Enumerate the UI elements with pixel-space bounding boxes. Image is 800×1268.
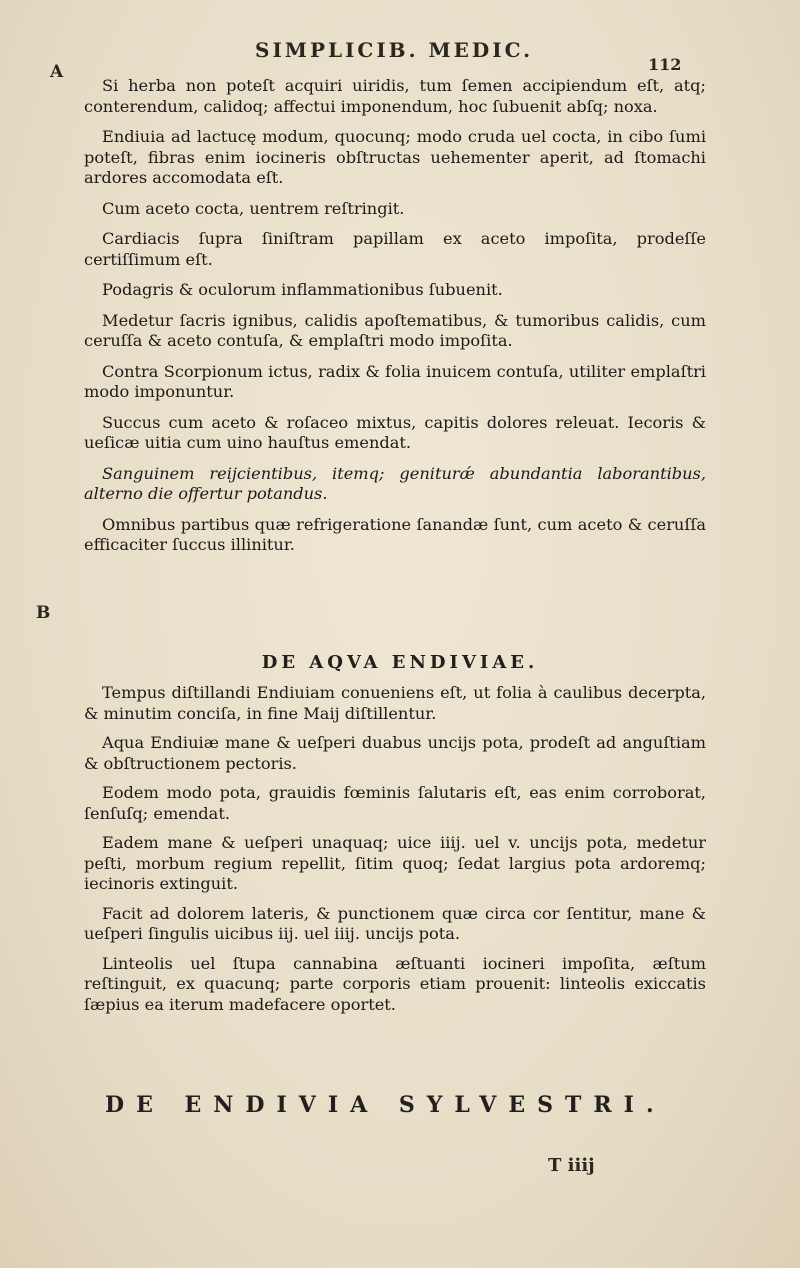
paragraph: Podagris & oculorum inflammationibus ſubuenit. — [102, 280, 503, 299]
running-header: SIMPLICIB. MEDIC. — [255, 38, 534, 62]
paragraph: Contra Scorpionum ictus, radix & folia inuicem contuſa, utiliter emplaſtri modo imponuntur. — [84, 361, 706, 401]
paragraph: Tempus diſtillandi Endiuiam conueniens eſt, ut folia à caulibus decerpta, & minutim conciſa, in fine Maij diſtillentur. — [84, 683, 706, 723]
paragraph: Facit ad dolorem lateris, & punctionem quæ circa cor ſentitur, mane & ueſperi ſingulis uicibus iij. uel iiij. uncijs pota. — [84, 903, 706, 943]
paragraph: Linteolis uel ſtupa cannabina æſtuanti iocineri impoſita, æſtum reſtinguit, ex quacunq; parte corporis etiam prouenit: linteolis exiccatis ſæpius ea iterum madefacere oportet. — [84, 953, 706, 1014]
paragraph: Si herba non poteſt acquiri uiridis, tum ſemen accipiendum eſt, atq; conterendum, calidoq; affectui imponendum, hoc ſubuenit abſq; noxa. — [84, 76, 706, 116]
signature-mark: T iiij — [548, 1155, 595, 1176]
paragraph: Cardiacis ſupra ſiniſtram papillam ex aceto impoſita, prodeſſe certiſſimum eſt. — [84, 229, 706, 269]
page-number: 112 — [648, 55, 682, 74]
section-heading: DE AQVA ENDIVIAE. — [261, 652, 539, 673]
paragraph: Omnibus partibus quæ refrigeratione ſanandæ ſunt, cum aceto & ceruſſa efficaciter ſuccus illinitur. — [84, 514, 706, 554]
paragraph: Medetur ſacris ignibus, calidis apoſtematibus, & tumoribus calidis, cum ceruſſa & aceto contuſa, & emplaſtri modo impoſita. — [84, 310, 706, 350]
paragraph: Succus cum aceto & roſaceo mixtus, capitis dolores releuat. Iecoris & ueſicæ uitia cum uino hauſtus emendat. — [84, 412, 706, 452]
paragraph: Aqua Endiuiæ mane & ueſperi duabus uncijs pota, prodeſt ad anguſtiam & obſtructionem pectoris. — [84, 733, 706, 773]
paragraph: Eadem mane & ueſperi unaquaq; uice iiij. uel v. uncijs pota, medetur peſti, morbum regium repellit, ſitim quoq; ſedat largius pota ardoremq; iecinoris extinguit. — [84, 833, 706, 893]
section-body-1 — [84, 76, 706, 566]
paragraph: Sanguinem reijcientibus, itemq; geniturǽ abundantia laborantibus, alterno die offertur potandus. — [84, 463, 706, 503]
margin-letter-a: A — [50, 62, 64, 82]
paragraph: Endiuia ad lactucę modum, quocunq; modo cruda uel cocta, in cibo ſumi poteſt, fibras enim iocineris obſtructas uehementer aperit, ad ſtomachi ardores accomodata eſt. — [84, 127, 706, 187]
paragraph: Cum aceto cocta, uentrem reſtringit. — [102, 198, 405, 218]
section-heading: DE ENDIVIA SYLVESTRI. — [105, 1092, 666, 1118]
margin-letter-b: B — [36, 603, 51, 623]
section-body-2 — [84, 683, 706, 1024]
paragraph: Eodem modo pota, grauidis fœminis ſalutaris eſt, eas enim corroborat, ſenſuſq; emendat. — [84, 783, 706, 823]
